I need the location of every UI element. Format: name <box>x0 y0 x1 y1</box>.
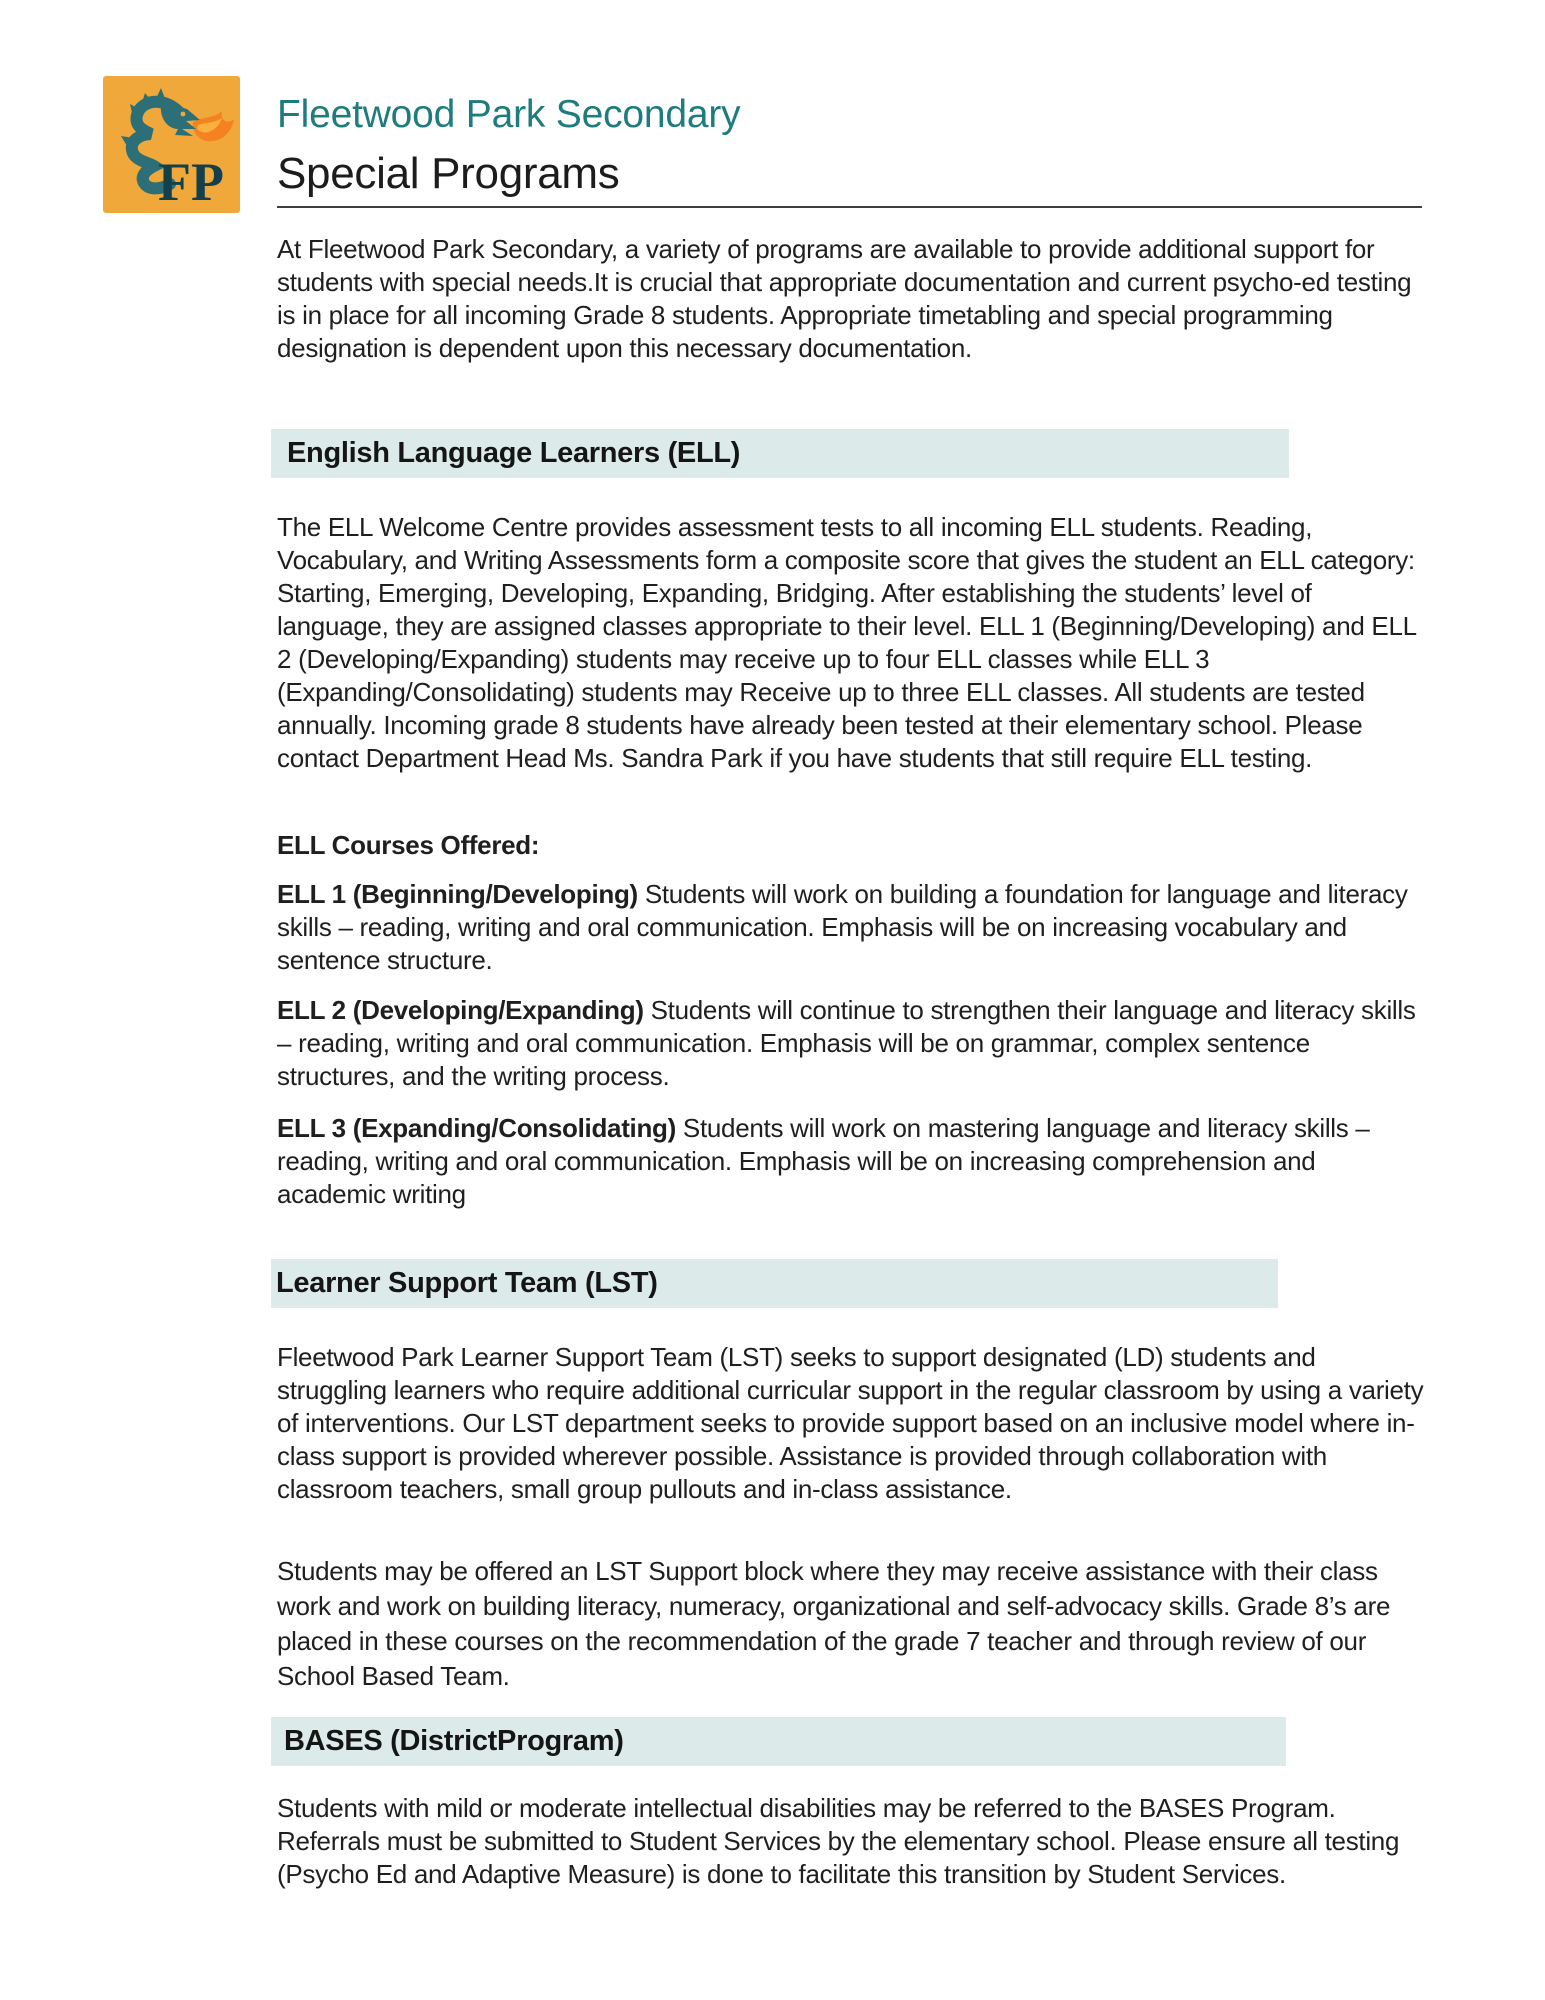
bases-paragraph: Students with mild or moderate intellectual disabilities may be referred to the BASES Program. Referrals must be submitted to Student Services by the elementary school. Please ensure all testing (Psycho Ed and Adaptive Measure) is done to facilitate this transition by Student Services. <box>277 1793 1400 1889</box>
ell3-text: Students will work on mastering language and literacy skills – reading, writing and oral communication. Emphasis will be on increasing comprehension and academic writing <box>277 1113 1370 1209</box>
ell-courses-label: ELL Courses Offered: <box>277 830 540 860</box>
ell1-paragraph <box>277 878 1427 977</box>
section-header-bases: BASES (DistrictProgram) <box>271 1717 1286 1766</box>
ell-intro-paragraph: The ELL Welcome Centre provides assessment tests to all incoming ELL students. Reading, Vocabulary, and Writing Assessments form a composite score that gives the student an ELL category: Starting, Emerging, Developing, Expanding, Bridging. After establishing the students’ level of language, they are assigned classes appropriate to their level. ELL 1 (Beginning/Developing) and ELL 2 (Developing/Expanding) students may receive up to four ELL classes while ELL 3 (Expanding/Consolidating) students may Receive up to three ELL classes. All students are tested annually. Incoming grade 8 students have already been tested at their elementary school. Please contact Department Head Ms. Sandra Park if you have students that still require ELL testing. <box>277 512 1416 773</box>
school-name: Fleetwood Park Secondary <box>277 93 741 136</box>
ell2-lead: ELL 2 (Developing/Expanding) <box>277 995 644 1025</box>
intro-paragraph: At Fleetwood Park Secondary, a variety of programs are available to provide additional support for students with special needs.It is crucial that appropriate documentation and current psycho-ed testing is in place for all incoming Grade 8 students. Appropriate timetabling and special programming designation is dependent upon this necessary documentation. <box>277 234 1412 363</box>
dragon-logo-icon <box>103 76 240 213</box>
ell1-text: Students will work on building a foundation for language and literacy skills – reading, writing and oral communication. Emphasis will be on increasing vocabulary and sentence structure. <box>277 879 1408 975</box>
title-underline <box>277 206 1422 208</box>
logo-monogram: FP <box>158 152 224 212</box>
ell2-text: Students will continue to strengthen their language and literacy skills – reading, writing and oral communication. Emphasis will be on grammar, complex sentence structures, and the writing process. <box>277 995 1416 1091</box>
ell3-paragraph <box>277 1112 1427 1211</box>
page-title: Special Programs <box>277 149 620 198</box>
section-header-lst: Learner Support Team (LST) <box>271 1259 1278 1308</box>
school-logo <box>103 76 240 213</box>
lst-paragraph-2: Students may be offered an LST Support block where they may receive assistance with their class work and work on building literacy, numeracy, organizational and self-advocacy skills. Grade 8’s are placed in these courses on the recommendation of the grade 7 teacher and through review of our School Based Team. <box>277 1556 1391 1691</box>
ell2-paragraph <box>277 994 1427 1093</box>
ell1-lead: ELL 1 (Beginning/Developing) <box>277 879 638 909</box>
ell3-lead: ELL 3 (Expanding/Consolidating) <box>277 1113 676 1143</box>
lst-paragraph-1: Fleetwood Park Learner Support Team (LST) seeks to support designated (LD) students and struggling learners who require additional curricular support in the regular classroom by using a variety of interventions. Our LST department seeks to provide support based on an inclusive model where in-class support is provided wherever possible. Assistance is provided through collaboration with classroom teachers, small group pullouts and in-class assistance. <box>277 1342 1424 1504</box>
section-header-ell: English Language Learners (ELL) <box>271 429 1289 478</box>
